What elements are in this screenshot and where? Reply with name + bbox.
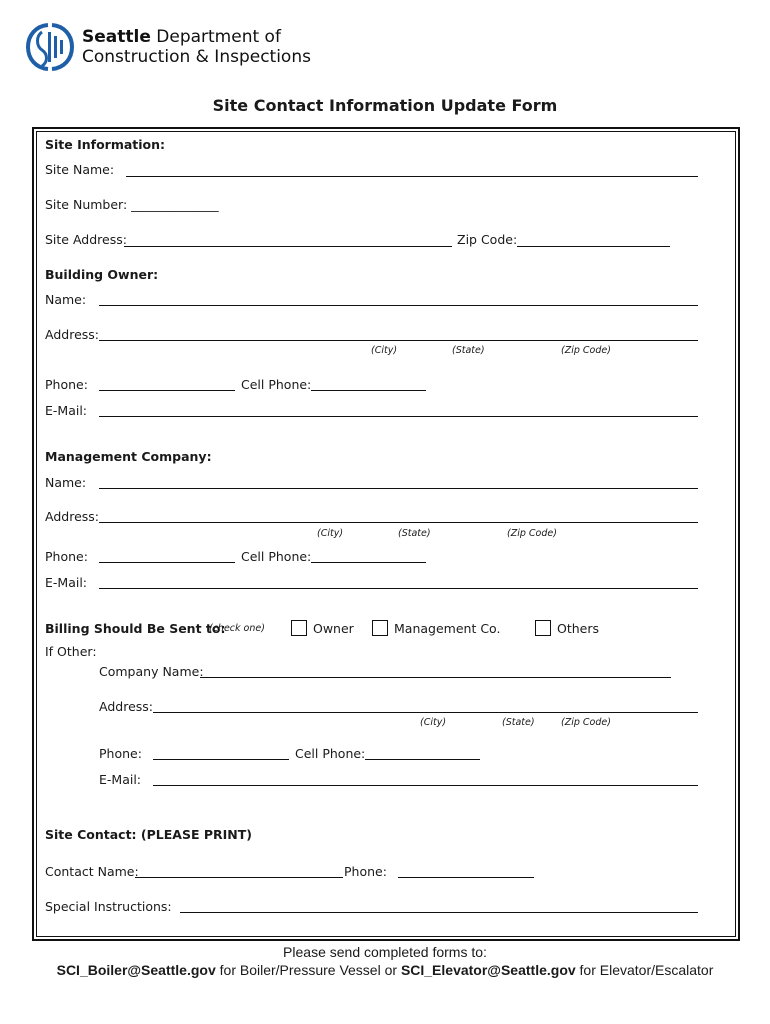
other-zip-hint: (Zip Code) bbox=[561, 717, 611, 728]
form-title: Site Contact Information Update Form bbox=[212, 96, 558, 115]
other-email-label: E-Mail: bbox=[99, 772, 142, 787]
mgmt-email-field[interactable] bbox=[99, 588, 698, 589]
site-address-field[interactable] bbox=[124, 246, 452, 247]
footer-line-1: Please send completed forms to: bbox=[283, 944, 487, 960]
other-phone-label: Phone: bbox=[99, 746, 142, 761]
billing-management-checkbox[interactable] bbox=[372, 620, 388, 636]
mgmt-email-label: E-Mail: bbox=[45, 575, 88, 590]
mgmt-cell-label: Cell Phone: bbox=[241, 549, 312, 564]
billing-owner-checkbox[interactable] bbox=[291, 620, 307, 636]
owner-zip-hint: (Zip Code) bbox=[561, 345, 611, 356]
other-email-field[interactable] bbox=[153, 785, 698, 786]
billing-hint: (check one) bbox=[209, 623, 265, 634]
other-company-label: Company Name: bbox=[99, 664, 204, 679]
zip-code-label: Zip Code: bbox=[457, 232, 518, 247]
other-address-field[interactable] bbox=[153, 712, 698, 713]
billing-owner-label: Owner bbox=[313, 621, 354, 636]
other-cell-label: Cell Phone: bbox=[295, 746, 366, 761]
site-contact-heading: Site Contact: (PLEASE PRINT) bbox=[45, 827, 252, 842]
logo-line-1: Seattle Department of bbox=[82, 27, 281, 47]
billing-management-label: Management Co. bbox=[394, 621, 501, 636]
owner-cell-label: Cell Phone: bbox=[241, 377, 312, 392]
owner-phone-field[interactable] bbox=[99, 390, 235, 391]
billing-heading: Billing Should Be Sent to: bbox=[45, 621, 226, 636]
building-owner-heading: Building Owner: bbox=[45, 267, 159, 282]
contact-phone-label: Phone: bbox=[344, 864, 387, 879]
contact-name-label: Contact Name: bbox=[45, 864, 139, 879]
zip-code-field[interactable] bbox=[517, 246, 670, 247]
mgmt-phone-field[interactable] bbox=[99, 562, 235, 563]
mgmt-name-field[interactable] bbox=[99, 488, 698, 489]
footer-text-1: for Boiler/Pressure Vessel or bbox=[215, 962, 401, 978]
billing-others-checkbox[interactable] bbox=[535, 620, 551, 636]
mgmt-address-label: Address: bbox=[45, 509, 99, 524]
owner-phone-label: Phone: bbox=[45, 377, 88, 392]
logo-line-2: Construction & Inspections bbox=[82, 47, 311, 67]
footer-text-2: for Elevator/Escalator bbox=[575, 962, 714, 978]
owner-cell-field[interactable] bbox=[311, 390, 426, 391]
owner-email-label: E-Mail: bbox=[45, 403, 88, 418]
special-instructions-label: Special Instructions: bbox=[45, 899, 172, 914]
billing-others-label: Others bbox=[557, 621, 600, 636]
management-heading: Management Company: bbox=[45, 449, 212, 464]
boiler-email-link[interactable]: SCI_Boiler@Seattle.gov bbox=[56, 962, 216, 978]
owner-email-field[interactable] bbox=[99, 416, 698, 417]
site-name-field[interactable] bbox=[126, 176, 698, 177]
mgmt-cell-field[interactable] bbox=[311, 562, 426, 563]
seattle-logo-icon bbox=[24, 22, 76, 72]
mgmt-name-label: Name: bbox=[45, 475, 87, 490]
other-phone-field[interactable] bbox=[153, 759, 289, 760]
other-company-field[interactable] bbox=[200, 677, 671, 678]
mgmt-address-field[interactable] bbox=[99, 522, 698, 523]
other-address-label: Address: bbox=[99, 699, 153, 714]
owner-name-field[interactable] bbox=[99, 305, 698, 306]
owner-city-hint: (City) bbox=[371, 345, 398, 356]
site-name-label: Site Name: bbox=[45, 162, 115, 177]
footer-line-2 bbox=[0, 962, 770, 978]
if-other-label: If Other: bbox=[45, 644, 97, 659]
elevator-email-link[interactable]: SCI_Elevator@Seattle.gov bbox=[400, 962, 576, 978]
contact-phone-field[interactable] bbox=[398, 877, 534, 878]
owner-state-hint: (State) bbox=[452, 345, 485, 356]
owner-address-field[interactable] bbox=[99, 340, 698, 341]
mgmt-state-hint: (State) bbox=[398, 528, 431, 539]
owner-name-label: Name: bbox=[45, 292, 87, 307]
owner-address-label: Address: bbox=[45, 327, 99, 342]
special-instructions-field[interactable] bbox=[180, 912, 698, 913]
other-city-hint: (City) bbox=[420, 717, 447, 728]
mgmt-city-hint: (City) bbox=[317, 528, 344, 539]
mgmt-phone-label: Phone: bbox=[45, 549, 88, 564]
other-cell-field[interactable] bbox=[365, 759, 480, 760]
contact-name-field[interactable] bbox=[135, 877, 343, 878]
site-number-label[interactable]: Site Number: ______________ bbox=[45, 197, 219, 212]
form-frame-inner bbox=[36, 131, 736, 937]
site-info-heading: Site Information: bbox=[45, 137, 166, 152]
site-address-label: Site Address: bbox=[45, 232, 127, 247]
other-state-hint: (State) bbox=[502, 717, 535, 728]
mgmt-zip-hint: (Zip Code) bbox=[507, 528, 557, 539]
